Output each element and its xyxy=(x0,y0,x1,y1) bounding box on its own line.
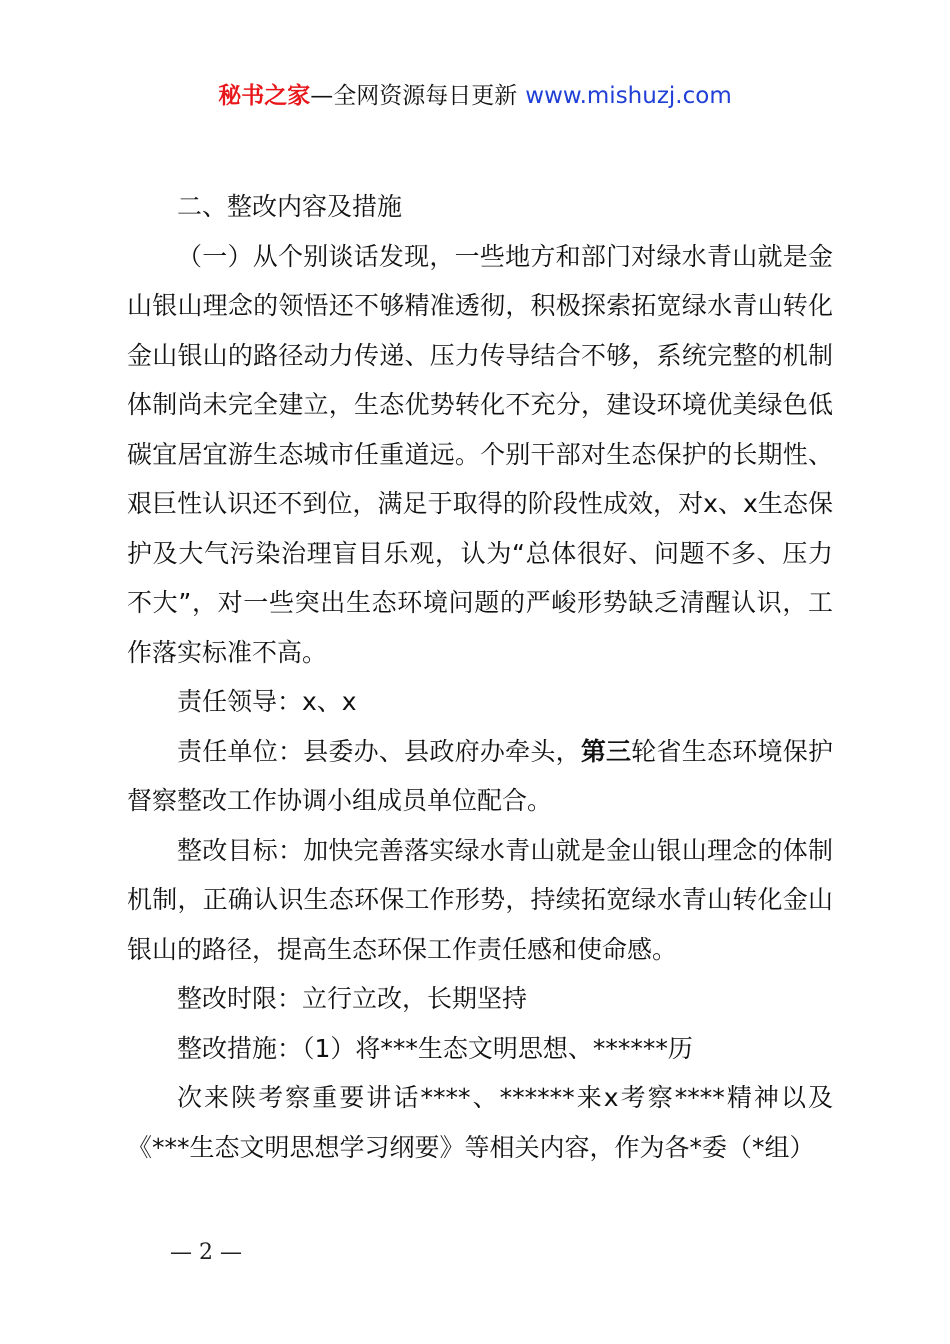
rectification-deadline: 整改时限：立行立改，长期坚持 xyxy=(177,984,528,1013)
responsible-leader: 责任领导：x、x xyxy=(177,687,357,716)
document-body xyxy=(127,182,833,1172)
rectification-measures-line-2: 次来陕考察重要讲话****、******来x考察****精神以及《***生态文明思想学习纲要》等相关内容，作为各*委（*组） xyxy=(127,1083,833,1162)
site-brand: 秘书之家 xyxy=(218,83,311,109)
responsible-unit xyxy=(127,727,833,826)
page-number: — 2 — xyxy=(170,1240,242,1265)
rectification-measures-line-1: 整改措施：（1）将***生态文明思想、******历 xyxy=(177,1033,693,1063)
responsible-unit-text-end: 轮省生态环境保护督察整改工作协调小组成员单位配合。 xyxy=(127,736,833,815)
responsible-unit-text-start: 责任单位：县委办、县政府办牵头， xyxy=(177,736,581,766)
site-header xyxy=(0,80,950,112)
section-heading: 二、整改内容及措施 xyxy=(177,192,403,221)
paragraph-issue-1: （一）从个别谈话发现，一些地方和部门对绿水青山就是金山银山理念的领悟还不够精准透彻，积极探索拓宽绿水青山转化金山银山的路径动力传递、压力传导结合不够，系统完整的机制体制尚未完全建立，生态优势转化不充分，建设环境优美绿色低碳宜居宜游生态城市任重道远。个别干部对生态保护的长期性、艰巨性认识还不到位，满足于取得的阶段性成效，对x、x生态保护及大气污染治理盲目乐观，认为“总体很好、问题不多、压力不大”，对一些突出生态环境问题的严峻形势缺乏清醒认识，工作落实标准不高。 xyxy=(127,241,833,667)
site-tagline: —全网资源每日更新 xyxy=(310,83,518,109)
responsible-unit-bold-text: 第三 xyxy=(580,736,632,766)
site-url-link[interactable]: www.mishuzj.com xyxy=(525,83,732,109)
rectification-goal: 整改目标：加快完善落实绿水青山就是金山银山理念的体制机制，正确认识生态环保工作形势，持续拓宽绿水青山转化金山银山的路径，提高生态环保工作责任感和使命感。 xyxy=(127,835,833,964)
